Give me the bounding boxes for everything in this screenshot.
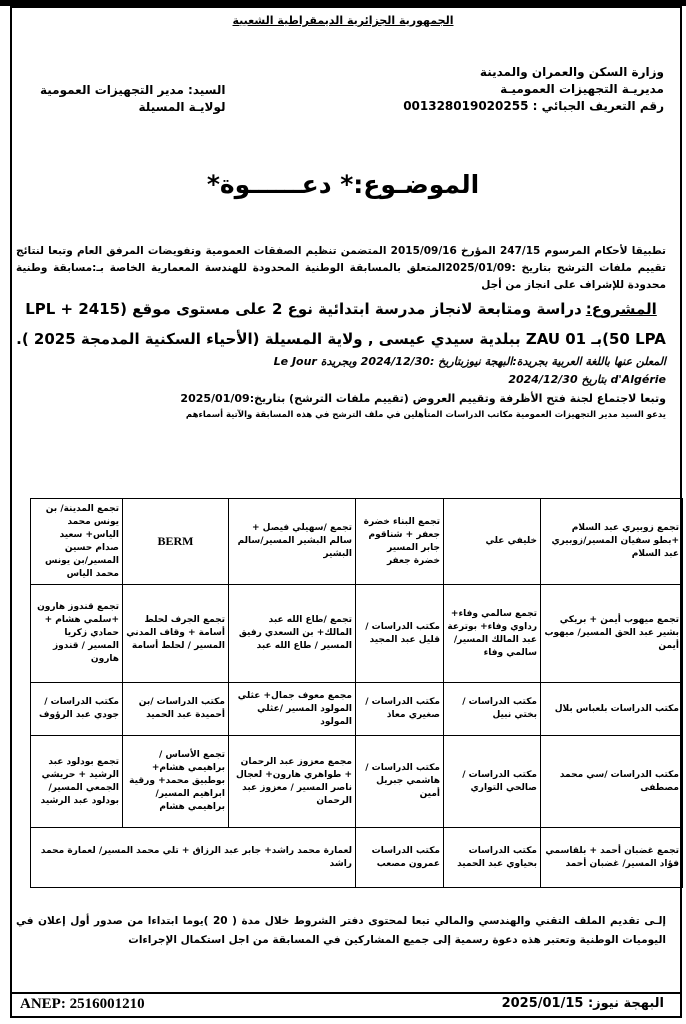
- bureau-cell: تجمع الجرف لحلط أسامة + وقاف المدني المسير / لحلط أسامة: [123, 585, 229, 683]
- bureau-cell: تجمع سالمي وفاء+ رداوي وفاء+ بوترعة عبد المالك المسير/ سالمي وفاء: [444, 585, 541, 683]
- bureau-cell: تجمع ميهوب أيمن + بريكي بشير عبد الحق المسير/ ميهوب أيمن: [541, 585, 683, 683]
- bureau-cell: مكتب الدراسات /بن أحميدة عبد الحميد: [123, 683, 229, 736]
- project-label: المشروع:: [585, 300, 657, 318]
- table-row: [31, 499, 683, 585]
- addressee-block: [40, 82, 226, 116]
- bureau-cell: تجمع /طاع الله عبد المالك+ بن السعدي رفيق المسير / طاع الله عبد: [229, 585, 356, 683]
- tax-id: رقم التعريف الجبائي : 001328019020255: [403, 99, 664, 113]
- project-text: دراسة ومتابعة لانجاز مدرسة ابتدائية نوع 2 على مستوى موقع (2415 LPL + 50 LPA)بـ ZAU 01 ببلدية سيدي عيسى , ولاية المسيلة (الأحياء السكنية المدمجة 2025 ).: [16, 300, 666, 348]
- bureau-cell: تجمع البناء خضرة جعفر + شناقوم جابر المسير خضرة جعفر: [356, 499, 444, 585]
- bureau-cell: خليفي علي: [444, 499, 541, 585]
- bureau-cell: BERM: [123, 499, 229, 585]
- addressee-title: السيد: مدير التجهيزات العمومية: [40, 83, 226, 97]
- table-row: [31, 828, 683, 888]
- bureau-cell: مجمع معوف جمال+ عثلي المولود المسير /عثلي المولود: [229, 683, 356, 736]
- addressee-wilaya: لولايـة المسيلة: [138, 100, 226, 114]
- bureau-cell: مكتب الدراسات /بختي نبيل: [444, 683, 541, 736]
- bureau-cell: مكتب الدراسات /هاشمي جبريل أمين: [356, 736, 444, 828]
- intro-paragraph: تطبيقا لأحكام المرسوم 247/15 المؤرخ 2015/09/16 المتضمن تنظيم الصفقات العمومية وتفويضات المرفق العام وتبعا لنتائج تقييم ملفات الترشح بتاريخ :2025/01/09المتعلق بالمسابقة الوطنية المحدودة للهندسة المعمارية الخاصة بـ:مسابقة وطنية محدودة للإشراف على انجاز من أجل: [16, 245, 666, 291]
- bureau-cell: تجمع غضبان أحمد + بلقاسمي فؤاد المسير/ غضبان أحمد: [541, 828, 683, 888]
- newspaper-date: البهجة نيوز: 2025/01/15: [501, 996, 664, 1011]
- directorate-name: مديريـة التجهيزات العموميـة: [500, 82, 664, 96]
- bureau-cell: مكتب الدراسات عمرون مصعب: [356, 828, 444, 888]
- publication-info: [16, 353, 666, 389]
- invitation-line: يدعو السيد مدير التجهيزات العمومية مكاتب الدراسات المتأهلين في ملف الترشح في هذه المسابقة والآتية أسماءهم: [185, 410, 666, 420]
- bureau-cell: مكتب الدراسات بلعباس بلال: [541, 683, 683, 736]
- committee-line: وتبعا لاجتماع لجنة فتح الأظرفة وتقييم العروض (تقييم ملفات الترشح) بتاريخ:2025/01/09: [180, 392, 666, 405]
- bureau-cell: تجمع زوبيري عبد السلام +بطو سفيان المسير/زوبيري عبد السلام: [541, 499, 683, 585]
- bureau-cell: لعمارة محمد راشد+ جابر عبد الرزاق + تلي محمد المسير/ لعمارة محمد راشد: [31, 828, 356, 888]
- bureau-cell: تجمع قندوز هارون +سلمي هشام + حمادي زكريا المسير / قندوز هارون: [31, 585, 123, 683]
- republic-heading: الجمهورية الجزائرية الديمقراطية الشعبية: [232, 14, 454, 27]
- bureau-cell: تجمع المدينة/ بن يونس محمد الياس+ سعيد صدام حسين المسير/بن يونس محمد الياس: [31, 499, 123, 585]
- bureau-cell: مكتب الدراسات / صالحي التواري: [444, 736, 541, 828]
- bureau-cell: مكتب الدراسات بحياوي عبد الحميد: [444, 828, 541, 888]
- bureau-cell: مكتب الدراسات /سي محمد مصطفى: [541, 736, 683, 828]
- closing-paragraph: إلـى تقديم الملف التقني والهندسي والمالي تبعا لمحتوى دفتر الشروط خلال مدة ( 20 )يوما ابتداءا من صدور أول إعلان في اليوميات الوطنية وتعتبر هذه دعوة رسمية إلى جميع المشاركين في المسابقة من اجل استكمال الإجراءات: [16, 915, 666, 946]
- table-row: [31, 683, 683, 736]
- issuer-block: [403, 64, 664, 115]
- footer-divider: [10, 992, 682, 994]
- bureau-cell: مكتب الدراسات /صغيري معاذ: [356, 683, 444, 736]
- subject-title: الموضـوع:* دعــــــوة*: [206, 170, 480, 199]
- bureau-cell: تجمع بودلود عبد الرشيد + حريشي الجمعي المسير/ بودلود عبد الرشيد: [31, 736, 123, 828]
- project-description: [16, 294, 666, 354]
- ministry-name: وزارة السكن والعمران والمدينة: [479, 65, 664, 79]
- bureau-cell: مكتب الدراسات /قليل عبد المجيد: [356, 585, 444, 683]
- bureau-cell: تجمع /سهيلي فيصل + سالم البشير المسير/سالم البشير: [229, 499, 356, 585]
- bureaus-table: [30, 498, 683, 888]
- publication-line-1: المعلن عنها باللغة العربية بجريدة:البهجة نيوزبتاريخ :2024/12/30 وبجريدة Le Jour: [273, 355, 666, 368]
- bureau-cell: مكتب الدراسات /جودي عبد الرؤوف: [31, 683, 123, 736]
- bureau-cell: مجمع معزوز عبد الرحمان + طواهري هارون+ لعجال ناصر المسير / معزوز عبد الرحمان: [229, 736, 356, 828]
- table-row: [31, 736, 683, 828]
- bureau-cell: تجمع الأساس /براهيمي هشام+ بوطبيق محمد+ ورقية ابراهيم المسير/ براهيمي هشام: [123, 736, 229, 828]
- publication-line-2: d'Algérie بتاريخ 2024/12/30: [508, 373, 666, 386]
- table-row: [31, 585, 683, 683]
- anep-number: ANEP: 2516001210: [20, 996, 145, 1012]
